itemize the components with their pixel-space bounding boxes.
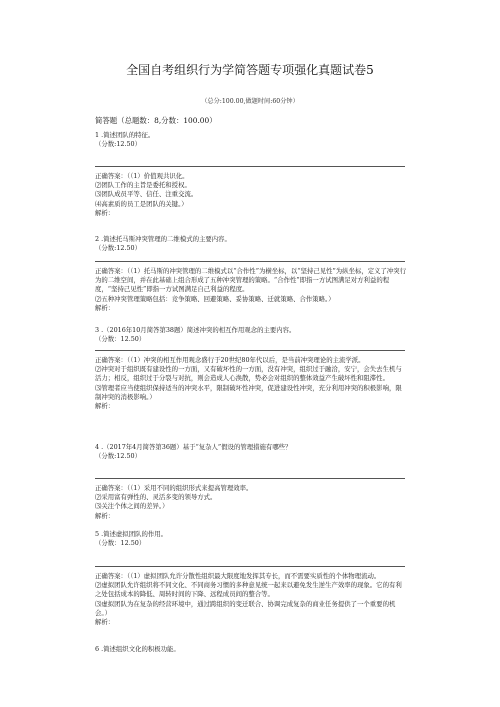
question-text: 1 .简述团队的特征。 — [95, 131, 155, 139]
answer-line: ⑶虚拟团队为在复杂的经营环境中，通过跨组织的变迁联合、协调完成复杂的商业任务提供了一个重要的机会。） — [95, 599, 396, 617]
answer-line: ⑵团队工作的主旨是委托和授权。 — [95, 181, 191, 190]
explanation-label: 解析： — [95, 303, 115, 312]
answer-line: ⑵采用富有弹性的、灵活多变的领导方式。 — [95, 493, 217, 502]
answer-4 — [95, 484, 405, 521]
answer-5 — [95, 572, 405, 627]
question-text: 5 .简述虚拟团队的作用。 — [95, 530, 168, 538]
question-1 — [95, 131, 405, 149]
answer-divider — [95, 166, 405, 167]
answer-line: 正确答案：（（1）托马斯的冲突管理的二维模式以“合作性”为横坐标，以“坚持己见性”为纵坐标，定义了冲突行为的二维空间，并在此基础上组合形成了五种冲突管理的策略。“合作性”即指一方试图满足对方利益的程度，“坚持己见性”即指一方试图满足自己利益的程度。 — [95, 267, 407, 294]
answer-line: ⑵虚拟团队允许组织将不同文化、不同商务习惯的多种意见统一起来以避免发生逆生产效率的现象。它的有利之处包括成本的降低、周转时间的下降、远程成员间的整合等。 — [95, 581, 402, 599]
answer-divider — [95, 261, 405, 262]
explanation-label: 解析： — [95, 511, 115, 520]
answer-line: ⑶关注个体之间的差异。） — [95, 502, 169, 511]
question-5 — [95, 530, 405, 548]
explanation-label: 解析： — [95, 402, 115, 411]
question-text: 2 .简述托马斯冲突管理的二维模式的主要内容。 — [95, 235, 231, 243]
answer-line: 正确答案：（（1）价值观共识化。 — [95, 172, 189, 180]
question-text: 6 .简述组织文化的积极功能。 — [95, 645, 180, 653]
answer-divider — [95, 566, 405, 567]
answer-divider — [95, 478, 405, 479]
question-score: （分数:12.50） — [95, 140, 142, 149]
question-2 — [95, 235, 405, 253]
question-4 — [95, 443, 405, 461]
section-heading: 简答题（总题数：8,分数：100.00） — [95, 116, 217, 125]
answer-3 — [95, 356, 405, 411]
question-text: 3 .（2016年10月简答第38题）简述冲突的相互作用观念的主要内容。 — [95, 326, 296, 334]
exam-info: （总分:100.00,做题时间:60分钟） — [201, 98, 299, 105]
question-text: 4 .（2017年4月简答第36题）基于“复杂人”假设的管理措施有哪些？ — [95, 443, 292, 451]
question-score: （分数:12.50） — [95, 244, 142, 253]
answer-line: ⑵冲突对于组织既有建设性的一方面，又有破坏性的一方面，没有冲突，组织过于融洽，安宁，会失去生机与活力；相反，组织过于分裂与对抗，则会造成人心涣散，势必会对组织的整体效益产生破坏性和阻滞性。 — [95, 365, 402, 383]
question-score: （分数：12.50） — [95, 335, 146, 344]
answer-line: ⑵五种冲突管理策略包括：竞争策略、回避策略、妥协策略、迁就策略、合作策略。） — [95, 294, 335, 303]
answer-line: ⑶管理者应当使组织保持适当的冲突水平，限制破坏性冲突，促进建设性冲突，充分利用冲突的积极影响，限制冲突的消极影响。） — [95, 383, 402, 401]
answer-line: ⑷高素质的员工是团队的关键。） — [95, 199, 188, 208]
answer-line: 正确答案：（（1）冲突的相互作用观念盛行于20世纪80年代以后，是当前冲突理论的主流学派。 — [95, 356, 365, 364]
answer-line: ⑶团队成员平等、信任、注重交流。 — [95, 190, 198, 199]
answer-line: 正确答案：（（1）采用不同的组织形式来提高管理效率。 — [95, 484, 253, 492]
answer-line: 正确答案：（（1）虚拟团队允许分散性组织最大限度地发挥其专长，而不需要实质性的个体物理流动。 — [95, 572, 381, 580]
explanation-label: 解析： — [95, 618, 115, 627]
question-6 — [95, 645, 405, 654]
page-title: 全国自考组织行为学简答题专项强化真题试卷5 — [126, 63, 374, 77]
answer-1 — [95, 172, 405, 218]
answer-2 — [95, 267, 405, 313]
question-3 — [95, 326, 405, 344]
explanation-label: 解析： — [95, 208, 115, 217]
question-score: （分数：12.50） — [95, 539, 146, 548]
question-score: （分数:12.50） — [95, 452, 142, 461]
answer-divider — [95, 350, 405, 351]
